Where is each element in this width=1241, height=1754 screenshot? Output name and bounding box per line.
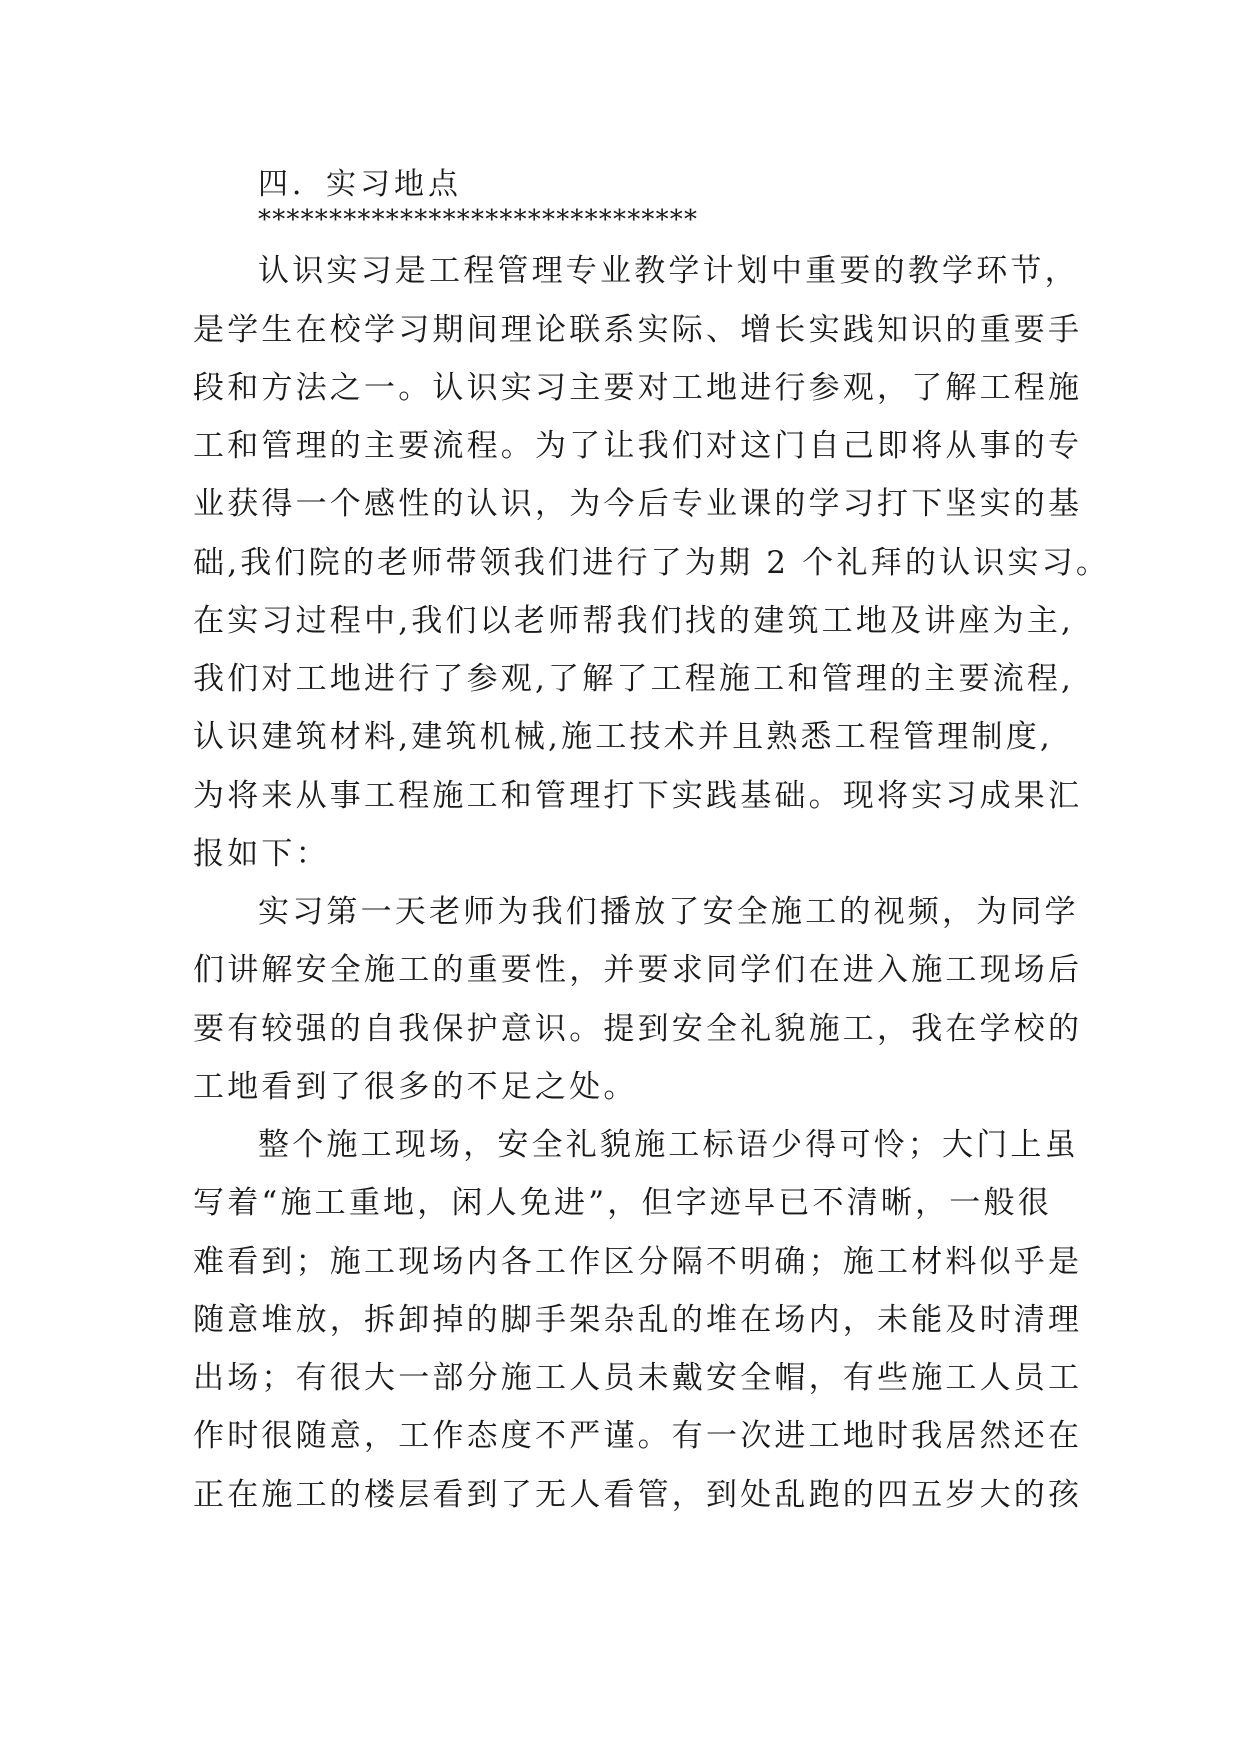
text-line: 作时很随意，工作态度不严谨。有一次进工地时我居然还在 — [193, 1418, 1083, 1454]
text-line: 在实习过程中,我们以老师帮我们找的建筑工地及讲座为主, — [193, 603, 1075, 639]
text-line: 出场；有很大一部分施工人员未戴安全帽，有些施工人员工 — [193, 1360, 1083, 1396]
text-line: 报如下： — [193, 836, 330, 872]
text-line: 认识建筑材料,建筑机械,施工技术并且熟悉工程管理制度, — [193, 719, 1053, 755]
text-line: 础,我们院的老师带领我们进行了为期 2 个礼拜的认识实习。 — [193, 545, 1111, 581]
text-line: 随意堆放，拆卸掉的脚手架杂乱的堆在场内，未能及时清理 — [193, 1302, 1083, 1338]
text-line: 为将来从事工程施工和管理打下实践基础。现将实习成果汇 — [193, 778, 1083, 814]
text-line: 写着“施工重地，闲人免进”，但字迹早已不清晰，一般很 — [193, 1185, 1052, 1221]
text-line: 是学生在校学习期间理论联系实际、增长实践知识的重要手 — [193, 312, 1083, 348]
text-line: 工和管理的主要流程。为了让我们对这门自己即将从事的专 — [193, 428, 1083, 464]
masked-location-text: ******************************* — [258, 205, 699, 235]
text-line: 工地看到了很多的不足之处。 — [193, 1069, 638, 1105]
text-line: 要有较强的自我保护意识。提到安全礼貌施工，我在学校的 — [193, 1011, 1083, 1047]
text-line: 业获得一个感性的认识，为今后专业课的学习打下坚实的基 — [193, 486, 1083, 522]
section-heading: 四．实习地点 — [258, 167, 462, 202]
text-line: 认识实习是工程管理专业教学计划中重要的教学环节， — [258, 253, 1079, 289]
text-line: 们讲解安全施工的重要性，并要求同学们在进入施工现场后 — [193, 952, 1083, 988]
text-line: 实习第一天老师为我们播放了安全施工的视频，为同学 — [258, 894, 1079, 930]
text-line: 我们对工地进行了参观,了解了工程施工和管理的主要流程, — [193, 661, 1075, 697]
text-line: 难看到；施工现场内各工作区分隔不明确；施工材料似乎是 — [193, 1244, 1083, 1280]
text-line: 段和方法之一。认识实习主要对工地进行参观，了解工程施 — [193, 370, 1083, 406]
text-line: 整个施工现场，安全礼貌施工标语少得可怜；大门上虽 — [258, 1127, 1079, 1163]
text-line: 正在施工的楼层看到了无人看管，到处乱跑的四五岁大的孩 — [193, 1477, 1083, 1513]
